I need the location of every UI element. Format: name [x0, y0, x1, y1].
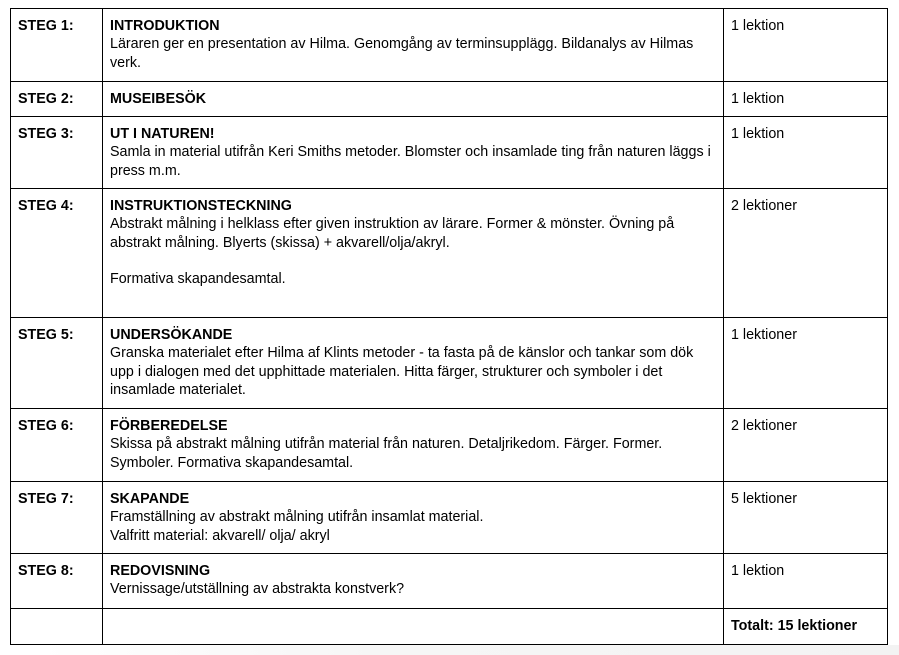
step-content-cell	[103, 318, 724, 409]
step-title: INTRODUKTION	[110, 18, 220, 34]
step-duration-cell	[724, 554, 888, 609]
step-duration-cell	[724, 117, 888, 189]
step-label-cell	[11, 117, 103, 189]
step-duration: 1 lektioner	[731, 327, 797, 343]
step-label: STEG 1:	[18, 18, 74, 34]
step-label-cell	[11, 189, 103, 318]
step-duration-cell	[724, 482, 888, 554]
step-label: STEG 8:	[18, 563, 74, 579]
step-duration-cell	[724, 189, 888, 318]
step-description: Samla in material utifrån Keri Smiths metoder. Blomster och insamlade ting från naturen läggs i press m.m.	[110, 144, 711, 179]
table-row-step-2	[11, 82, 888, 117]
step-title: INSTRUKTIONSTECKNING	[110, 198, 292, 214]
step-label-cell	[11, 9, 103, 82]
step-duration-cell	[724, 318, 888, 409]
empty-cell	[11, 609, 103, 645]
step-description: Abstrakt målning i helklass efter given instruktion av lärare. Former & mönster. Övning på abstrakt målning. Blyerts (skissa) + akvarell/olja/akryl. Formativa skapandesamtal.	[110, 216, 675, 288]
step-title: MUSEIBESÖK	[110, 91, 207, 107]
step-duration: 1 lektion	[731, 18, 785, 34]
step-label-cell	[11, 409, 103, 482]
empty-cell	[103, 609, 724, 645]
step-label: STEG 3:	[18, 126, 74, 142]
step-content-cell	[103, 117, 724, 189]
step-duration-cell	[724, 82, 888, 117]
step-title: UNDERSÖKANDE	[110, 327, 233, 343]
step-label-cell	[11, 482, 103, 554]
step-title: SKAPANDE	[110, 491, 190, 507]
step-content-cell	[103, 482, 724, 554]
step-content-cell	[103, 409, 724, 482]
step-label-cell	[11, 554, 103, 609]
step-duration: 1 lektion	[731, 563, 785, 579]
step-title: FÖRBEREDELSE	[110, 418, 228, 434]
table-row-step-5	[11, 318, 888, 409]
step-description: Vernissage/utställning av abstrakta konstverk?	[110, 581, 405, 598]
step-description: Skissa på abstrakt målning utifrån material från naturen. Detaljrikedom. Färger. Former. Symboler. Formativa skapandesamtal.	[110, 436, 663, 471]
step-label: STEG 2:	[18, 91, 74, 107]
table-row-total	[11, 609, 888, 645]
total-lessons: Totalt: 15 lektioner	[731, 618, 858, 634]
lesson-plan-table	[10, 8, 888, 645]
step-label-cell	[11, 318, 103, 409]
step-duration: 2 lektioner	[731, 198, 797, 214]
step-content-cell	[103, 9, 724, 82]
step-content-cell	[103, 82, 724, 117]
step-duration: 1 lektion	[731, 91, 785, 107]
step-label: STEG 5:	[18, 327, 74, 343]
step-title: REDOVISNING	[110, 563, 211, 579]
step-label-cell	[11, 82, 103, 117]
step-content-cell	[103, 189, 724, 318]
step-label: STEG 7:	[18, 491, 74, 507]
step-description: Granska materialet efter Hilma af Klints metoder - ta fasta på de känslor och tankar som dök upp i dialogen med det upphittade materialen. Hitta färger, strukturer och symboler i det insamlade materialet.	[110, 345, 694, 398]
step-label: STEG 4:	[18, 198, 74, 214]
table-row-step-7	[11, 482, 888, 554]
table-row-step-3	[11, 117, 888, 189]
total-cell	[724, 609, 888, 645]
step-description: Framställning av abstrakt målning utifrån insamlat material. Valfritt material: akvarell/ olja/ akryl	[110, 509, 484, 544]
step-duration-cell	[724, 9, 888, 82]
step-content-cell	[103, 554, 724, 609]
page-bottom-shadow	[40, 645, 899, 655]
step-duration: 2 lektioner	[731, 418, 797, 434]
step-description: Läraren ger en presentation av Hilma. Genomgång av terminsupplägg. Bildanalys av Hilmas verk.	[110, 36, 694, 71]
table-row-step-1	[11, 9, 888, 82]
step-duration: 1 lektion	[731, 126, 785, 142]
step-title: UT I NATUREN!	[110, 126, 215, 142]
table-row-step-4	[11, 189, 888, 318]
table-row-step-8	[11, 554, 888, 609]
step-label: STEG 6:	[18, 418, 74, 434]
step-duration: 5 lektioner	[731, 491, 797, 507]
table-row-step-6	[11, 409, 888, 482]
step-duration-cell	[724, 409, 888, 482]
